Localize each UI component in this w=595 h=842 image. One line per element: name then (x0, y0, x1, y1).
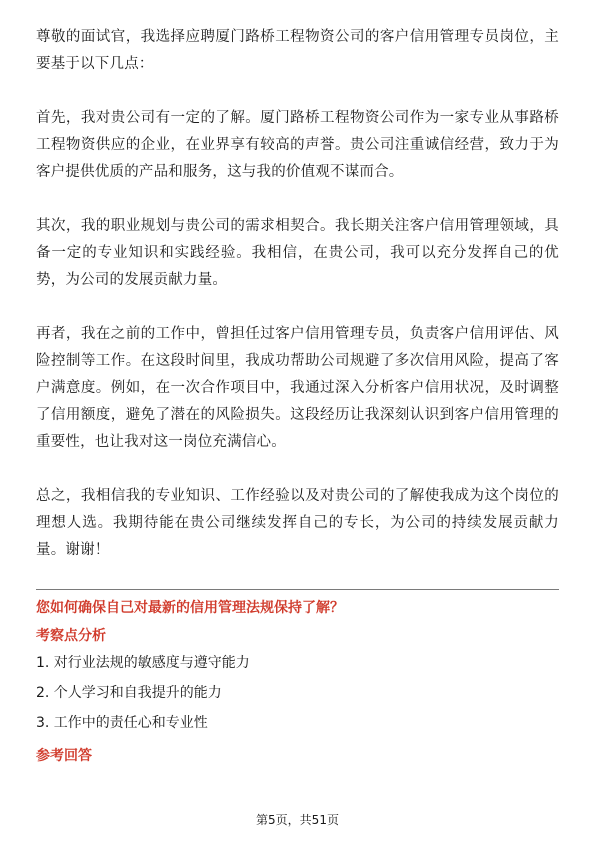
section-divider (36, 589, 559, 590)
page-number-footer: 第5页，共51页 (256, 813, 339, 827)
answer-paragraph-first: 首先，我对贵公司有一定的了解。厦门路桥工程物资公司作为一家专业从事路桥工程物资供应的企业，在业界享有较高的声誉。贵公司注重诚信经营，致力于为客户提供优质的产品和服务，这与我的价值观不谋而合。 (36, 110, 559, 180)
interview-question: 您如何确保自己对最新的信用管理法规保持了解？ (36, 600, 344, 616)
answer-paragraph-second: 其次，我的职业规划与贵公司的需求相契合。我长期关注客户信用管理领域，具备一定的专业知识和实践经验。我相信，在贵公司，我可以充分发挥自己的优势，为公司的发展贡献力量。 (36, 218, 559, 288)
answer-paragraph-third: 再者，我在之前的工作中，曾担任过客户信用管理专员，负责客户信用评估、风险控制等工作。在这段时间里，我成功帮助公司规避了多次信用风险，提高了客户满意度。例如，在一次合作项目中，我通过深入分析客户信用状况，及时调整了信用额度，避免了潜在的风险损失。这段经历让我深刻认识到客户信用管理的重要性，也让我对这一岗位充满信心。 (36, 326, 559, 450)
analysis-heading: 考察点分析 (36, 628, 106, 644)
analysis-point-list (36, 650, 559, 736)
answer-paragraph-intro: 尊敬的面试官，我选择应聘厦门路桥工程物资公司的客户信用管理专员岗位，主要基于以下几点： (36, 29, 559, 72)
analysis-point: 3. 工作中的责任心和专业性 (36, 715, 208, 731)
analysis-point: 2. 个人学习和自我提升的能力 (36, 685, 222, 701)
document-page (36, 24, 559, 770)
reference-answer-heading: 参考回答 (36, 748, 92, 764)
analysis-point: 1. 对行业法规的敏感度与遵守能力 (36, 655, 250, 671)
answer-paragraph-conclusion: 总之，我相信我的专业知识、工作经验以及对贵公司的了解使我成为这个岗位的理想人选。我期待能在贵公司继续发挥自己的专长，为公司的持续发展贡献力量。谢谢！ (36, 488, 559, 558)
